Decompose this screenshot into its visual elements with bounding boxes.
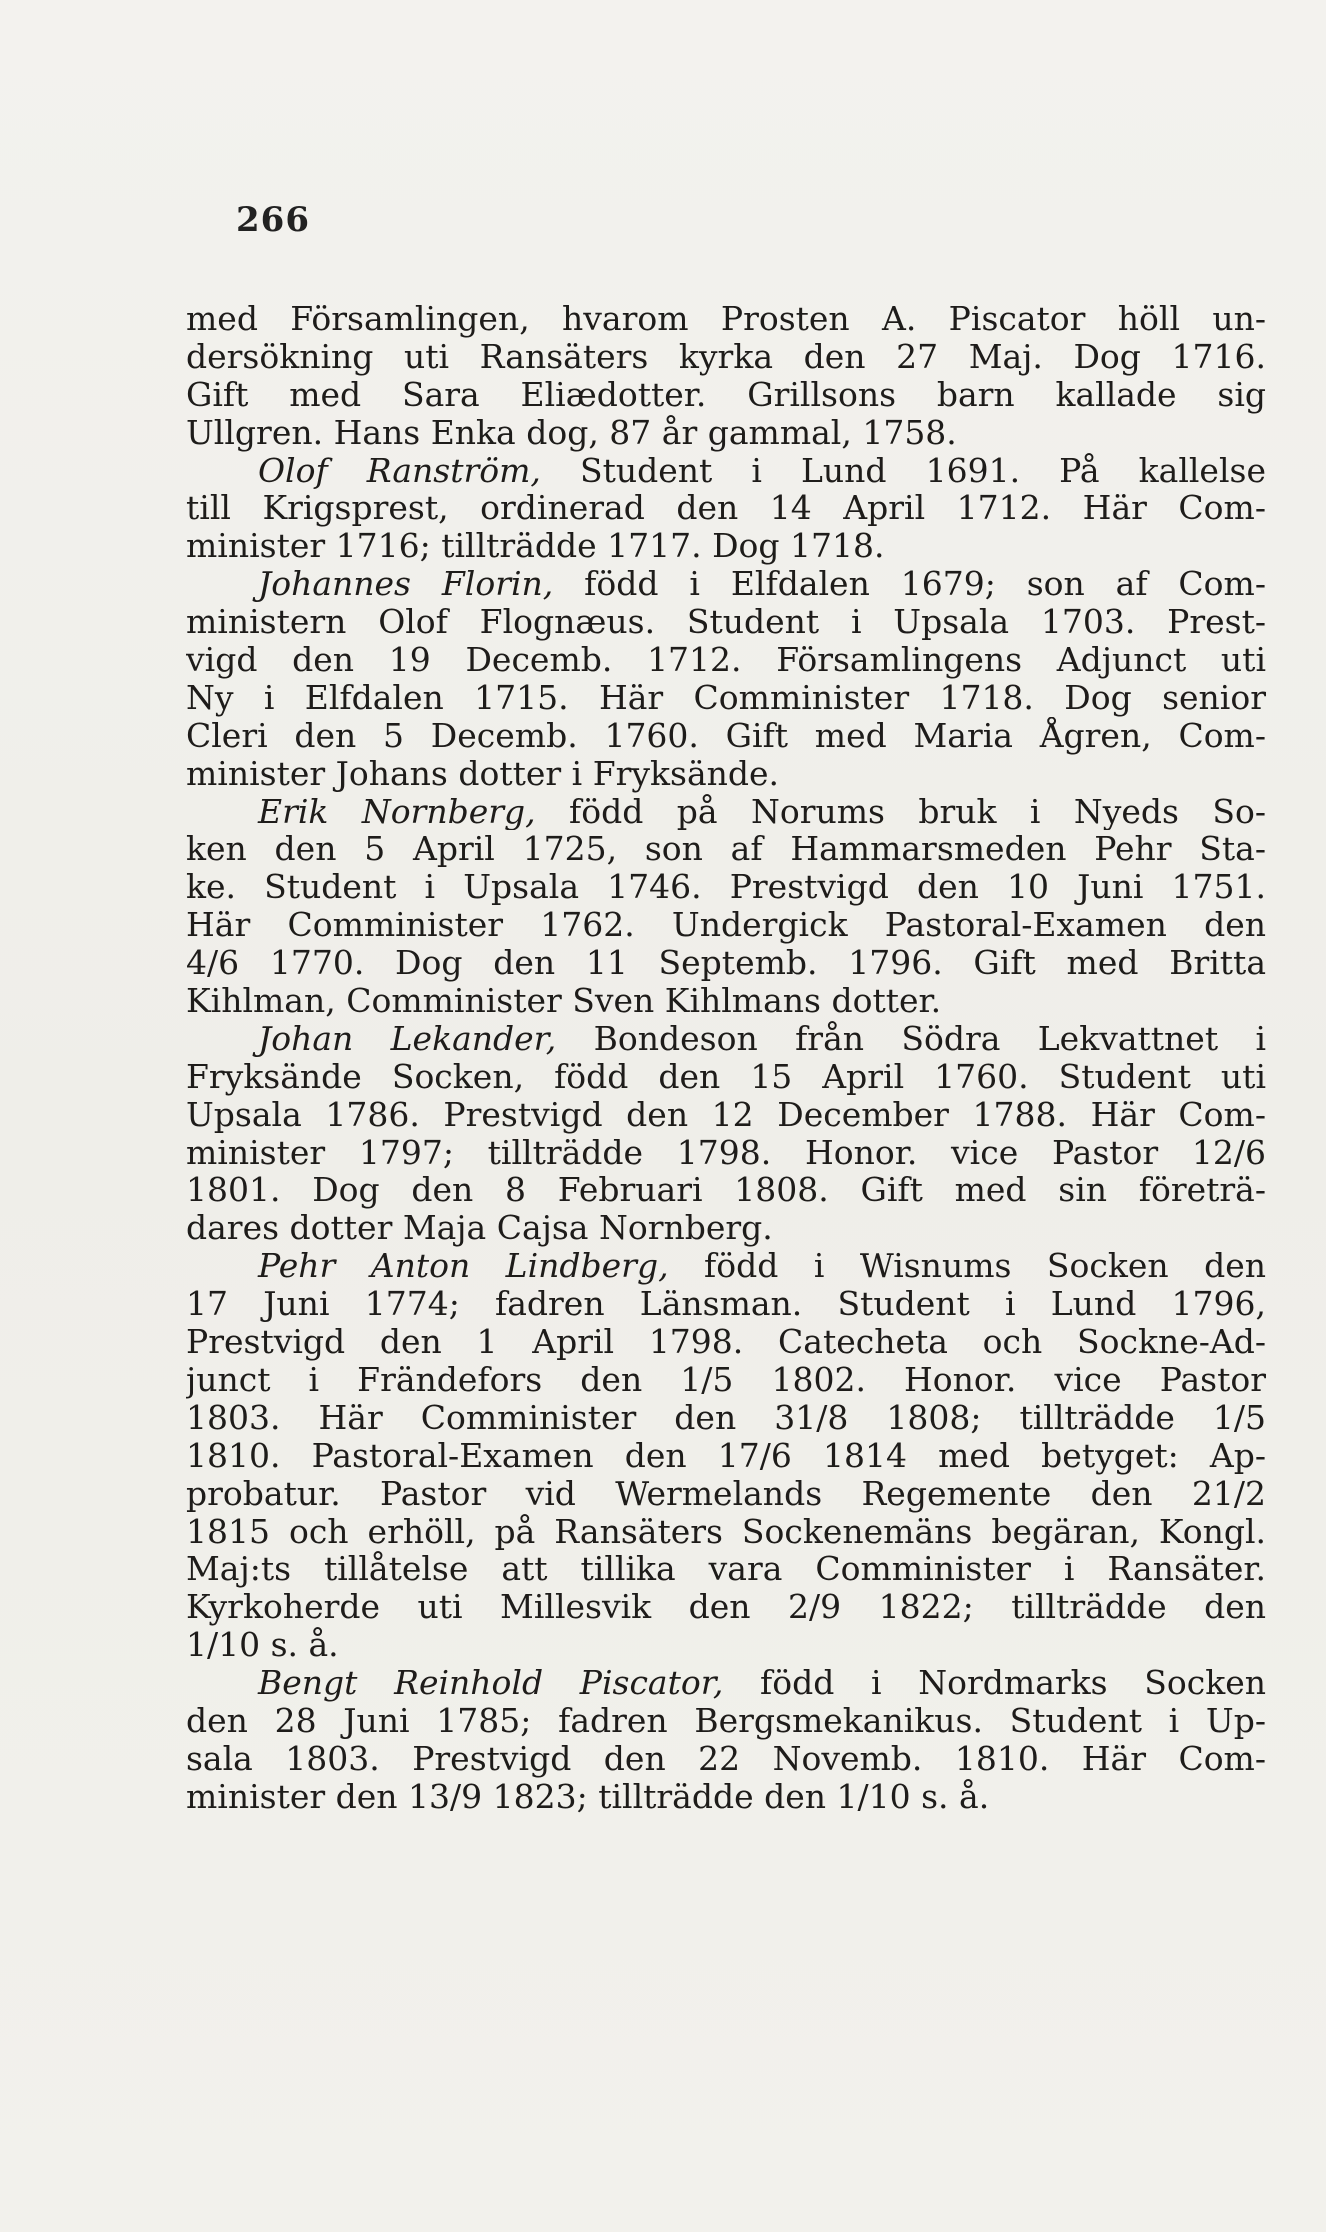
text-line-first	[186, 793, 1266, 831]
text-line: minister 1797; tillträdde 1798. Honor. vice Pastor 12/6	[186, 1133, 1266, 1172]
paragraph-continuation	[186, 300, 1266, 452]
entry-bengt-reinhold-piscator	[186, 1664, 1266, 1816]
text-line-content: född på Norums bruk i Nyeds So-	[535, 792, 1266, 831]
text-line: probatur. Pastor vid Wermelands Regemente den 21/2	[186, 1474, 1266, 1513]
text-line: Ullgren. Hans Enka dog, 87 år gammal, 1758.	[186, 413, 957, 452]
text-line: minister 1716; tillträdde 1717. Dog 1718.	[186, 527, 885, 566]
text-line: Prestvigd den 1 April 1798. Catecheta och Sockne-Ad-	[186, 1323, 1266, 1361]
entry-pehr-anton-lindberg	[186, 1247, 1266, 1664]
text-line: Cleri den 5 Decemb. 1760. Gift med Maria Ågren, Com-	[186, 716, 1266, 755]
text-line: Ny i Elfdalen 1715. Här Comminister 1718. Dog senior	[186, 678, 1266, 717]
text-line: till Krigsprest, ordinerad den 14 April 1712. Här Com-	[186, 489, 1266, 528]
text-line: Upsala 1786. Prestvigd den 12 December 1788. Här Com-	[186, 1095, 1266, 1134]
text-line: 1801. Dog den 8 Februari 1808. Gift med sin företrä-	[186, 1171, 1266, 1210]
person-name: Pehr Anton Lindberg,	[258, 1247, 669, 1286]
entry-johan-lekander	[186, 1020, 1266, 1247]
text-line: 1810. Pastoral-Examen den 17/6 1814 med betyget: Ap-	[186, 1436, 1266, 1475]
text-line: dersökning uti Ransäters kyrka den 27 Maj. Dog 1716.	[186, 337, 1266, 376]
text-line-content: född i Wisnums Socken den	[668, 1247, 1266, 1286]
text-line-content: Student i Lund 1691. På kallelse	[540, 451, 1266, 490]
entry-erik-nornberg	[186, 793, 1266, 1020]
text-line-content: Bondeson från Södra Lekvattnet i	[556, 1019, 1266, 1058]
text-line-first	[186, 565, 1266, 603]
text-line: Här Comminister 1762. Undergick Pastoral-Examen den	[186, 906, 1266, 945]
text-line: Gift med Sara Eliædotter. Grillsons barn kallade sig	[186, 375, 1266, 414]
text-line-content: född i Elfdalen 1679; son af Com-	[553, 565, 1266, 604]
person-name: Johan Lekander,	[258, 1019, 557, 1058]
person-name: Erik Nornberg,	[258, 792, 536, 831]
text-line-first	[186, 1247, 1266, 1285]
text-line-first	[186, 1664, 1266, 1702]
text-line: minister Johans dotter i Fryksände.	[186, 754, 780, 793]
text-line: ken den 5 April 1725, son af Hammarsmeden Pehr Sta-	[186, 830, 1266, 869]
text-line: Kyrkoherde uti Millesvik den 2/9 1822; tillträdde den	[186, 1588, 1266, 1627]
text-line-first	[186, 452, 1266, 490]
page-number: 266	[236, 200, 310, 240]
text-line-first	[186, 1020, 1266, 1058]
text-line: Maj:ts tillåtelse att tillika vara Comminister i Ransäter.	[186, 1550, 1266, 1589]
text-line: 1815 och erhöll, på Ransäters Sockenemäns begäran, Kongl.	[186, 1512, 1266, 1551]
text-line: ministern Olof Flognæus. Student i Upsala 1703. Prest-	[186, 603, 1266, 642]
person-name: Olof Ranström,	[258, 451, 541, 490]
text-line: dares dotter Maja Cajsa Nornberg.	[186, 1209, 773, 1248]
entry-olof-ranstrom	[186, 452, 1266, 566]
text-line: 4/6 1770. Dog den 11 Septemb. 1796. Gift med Britta	[186, 944, 1266, 983]
text-line: junct i Frändefors den 1/5 1802. Honor. vice Pastor	[186, 1360, 1266, 1399]
person-name: Johannes Florin,	[258, 565, 554, 604]
text-line: 17 Juni 1774; fadren Länsman. Student i Lund 1796,	[186, 1285, 1266, 1324]
text-line: sala 1803. Prestvigd den 22 Novemb. 1810. Här Com-	[186, 1739, 1266, 1778]
text-line-content: född i Nordmarks Socken	[723, 1664, 1266, 1702]
text-line: ke. Student i Upsala 1746. Prestvigd den 10 Juni 1751.	[186, 868, 1266, 907]
text-line: Kihlman, Comminister Sven Kihlmans dotter.	[186, 982, 942, 1020]
text-line: vigd den 19 Decemb. 1712. Församlingens Adjunct uti	[186, 641, 1266, 679]
text-line: minister den 13/9 1823; tillträdde den 1/10 s. å.	[186, 1777, 990, 1816]
text-line: den 28 Juni 1785; fadren Bergsmekanikus. Student i Up-	[186, 1701, 1266, 1740]
text-line: med Församlingen, hvarom Prosten A. Piscator höll un-	[186, 300, 1266, 338]
person-name: Bengt Reinhold Piscator,	[258, 1664, 724, 1702]
text-line: 1/10 s. å.	[186, 1626, 339, 1665]
text-line: Fryksände Socken, född den 15 April 1760. Student uti	[186, 1057, 1266, 1096]
entry-johannes-florin	[186, 565, 1266, 792]
main-text	[186, 300, 1266, 1816]
text-line: 1803. Här Comminister den 31/8 1808; tillträdde 1/5	[186, 1398, 1266, 1437]
